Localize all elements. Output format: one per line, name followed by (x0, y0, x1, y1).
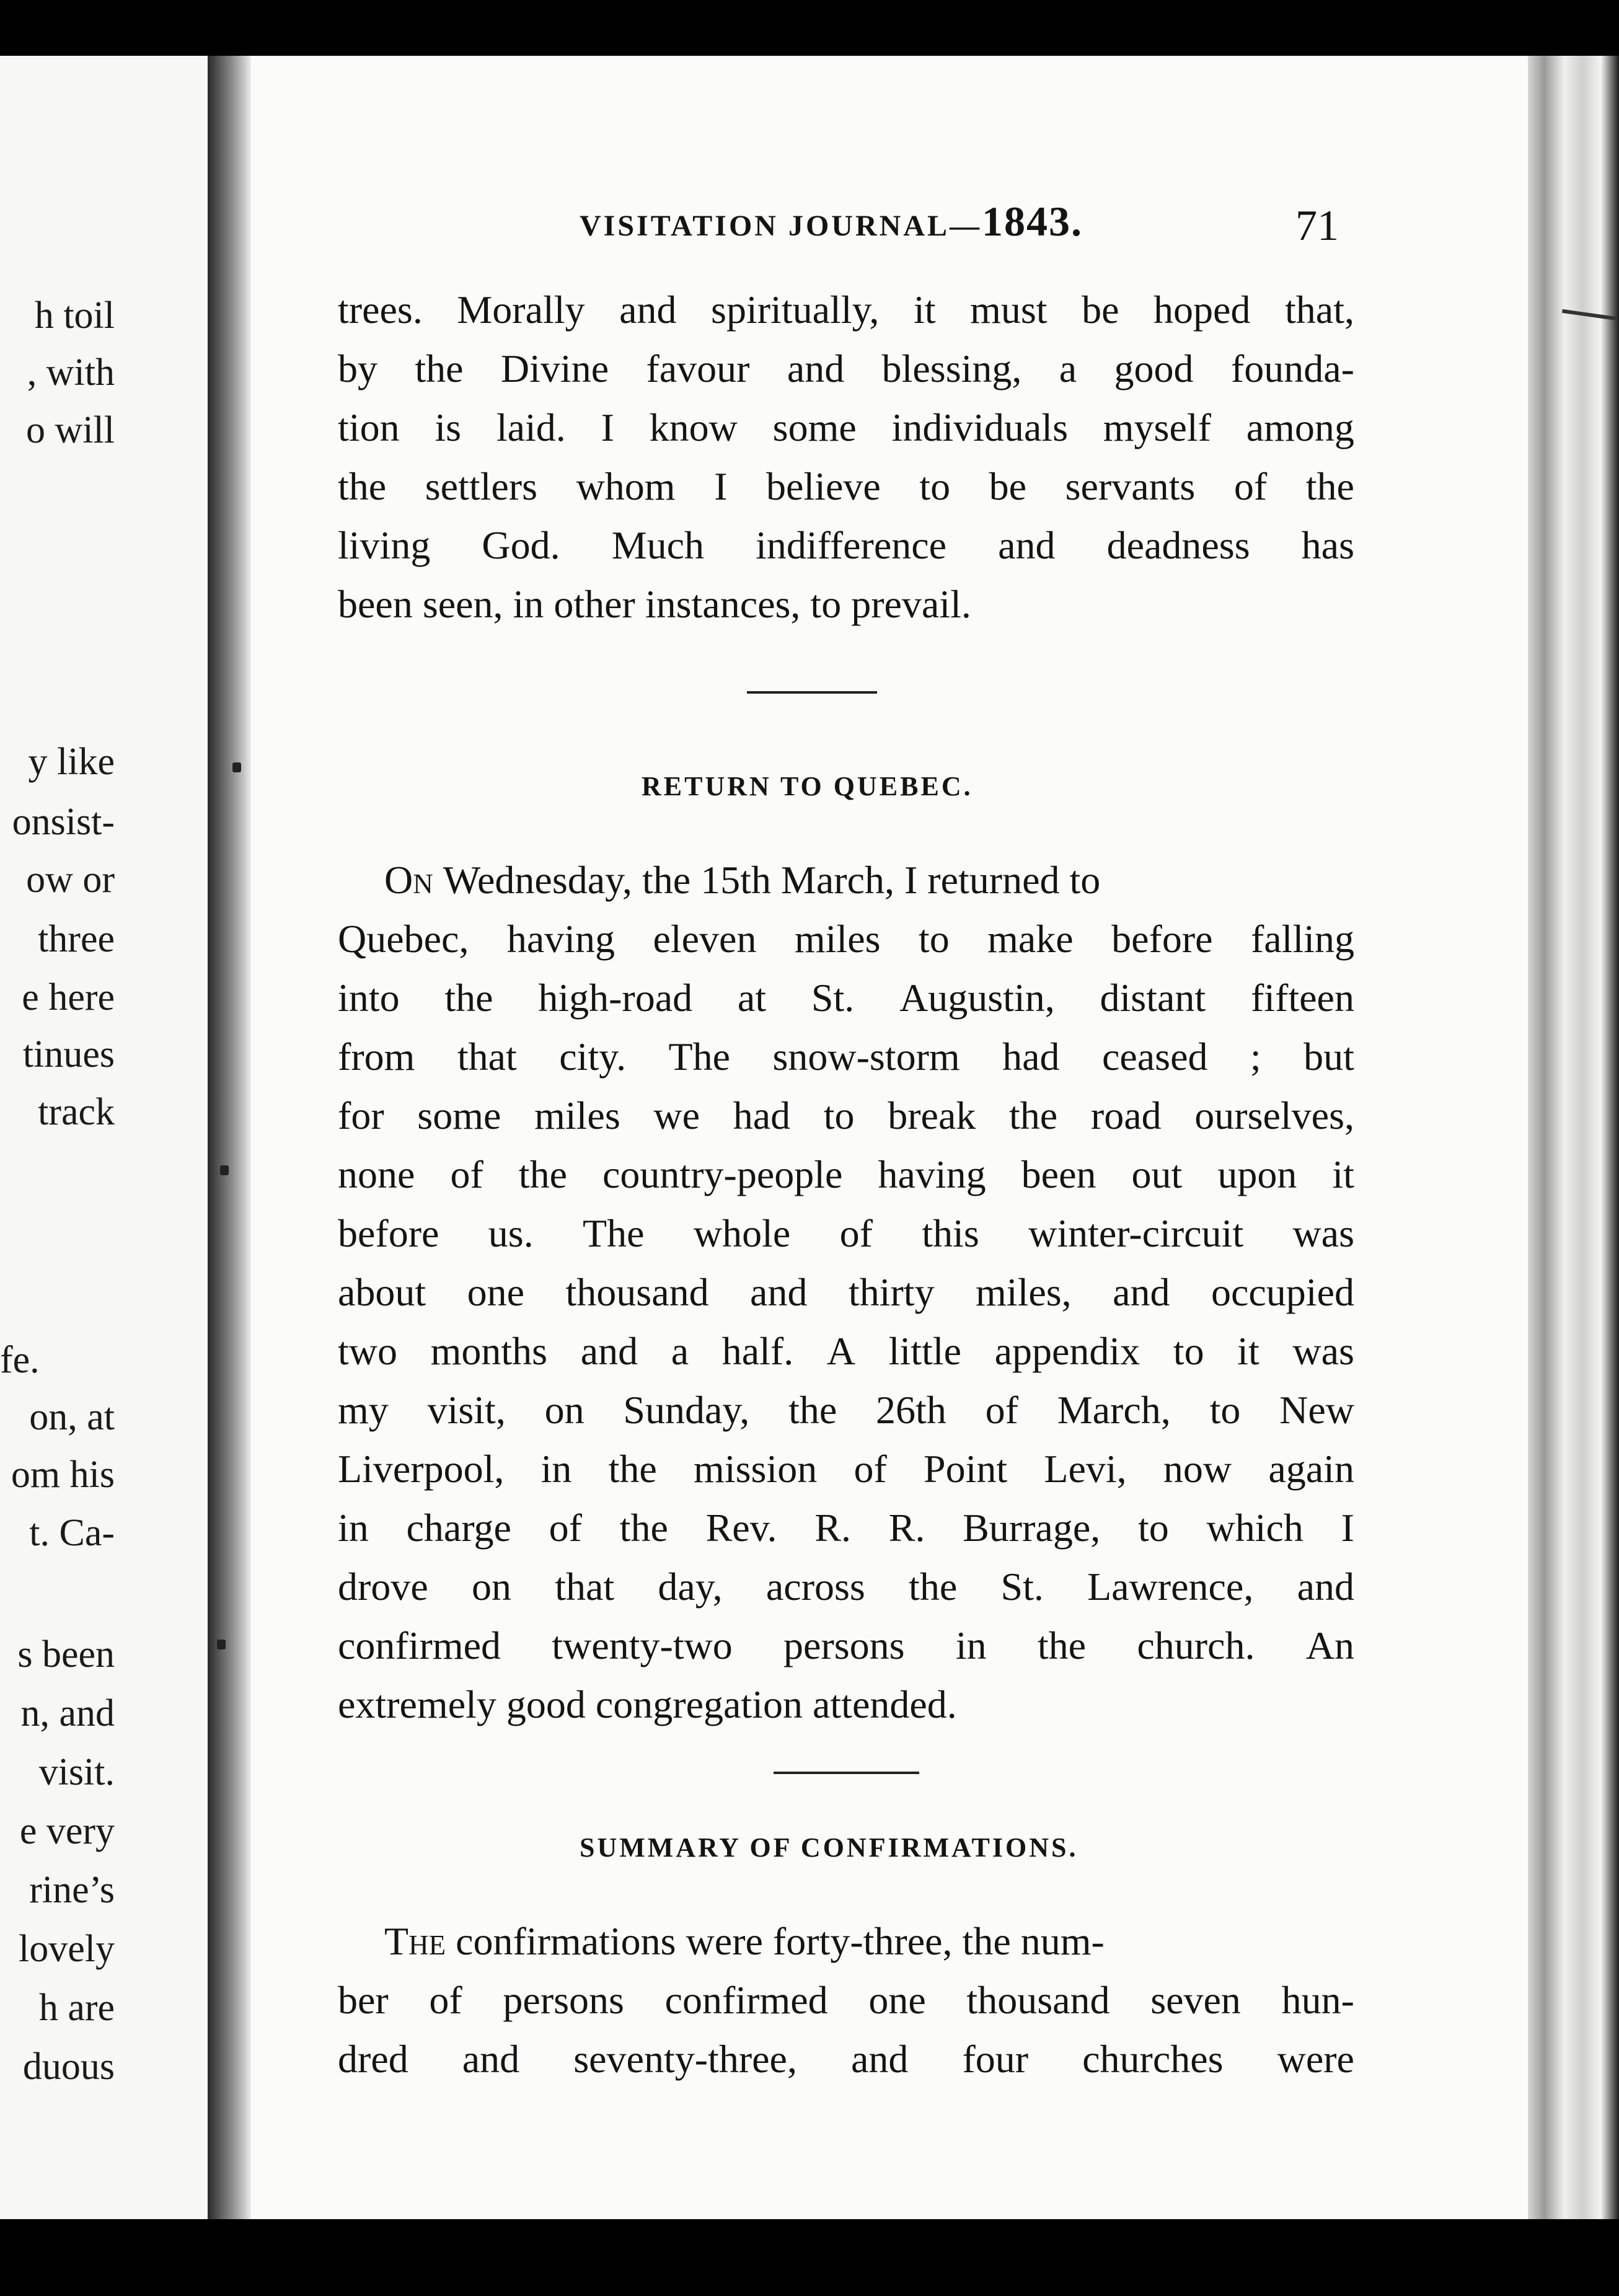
left-fragment: visit. (38, 1751, 115, 1793)
word: and (850, 2037, 909, 2081)
word: I (1341, 1506, 1354, 1550)
word: having (878, 1152, 986, 1196)
left-fragment: h toil (34, 294, 115, 337)
gutter-mark (217, 1640, 226, 1649)
word: I (601, 405, 614, 449)
word: Much (611, 523, 704, 567)
word: to (1137, 1506, 1169, 1550)
first-line-rest: confirmations were forty-three, the num- (456, 1919, 1105, 1963)
word: eleven (653, 917, 757, 961)
text-line (338, 1037, 1354, 1077)
word: now (1163, 1447, 1232, 1491)
word: individuals (891, 405, 1068, 449)
word: visit, (427, 1388, 506, 1432)
text-line (338, 1623, 1354, 1667)
word: one (467, 1270, 525, 1314)
word: R. (814, 1506, 851, 1550)
text-line (338, 405, 1354, 449)
word: in (955, 1623, 987, 1667)
word: that, (1285, 288, 1354, 332)
section-heading: RETURN TO QUEBEC. (642, 771, 973, 801)
word: break (888, 1093, 976, 1137)
gutter-mark (220, 1165, 229, 1175)
word: persons (503, 1978, 624, 2022)
line-text (384, 1919, 1105, 1963)
text-line (338, 523, 1354, 567)
word: that (457, 1035, 517, 1079)
word: persons (783, 1623, 905, 1667)
text-line (338, 1152, 1354, 1196)
word: in (540, 1447, 572, 1491)
word: snow-storm (772, 1035, 960, 1079)
word: is (435, 405, 462, 449)
word: Quebec, (338, 917, 469, 961)
left-fragment: h are (38, 1987, 115, 2029)
word: Divine (500, 347, 609, 391)
left-fragment: ow or (26, 859, 115, 901)
first-line-rest: Wednesday, the 15th March, I returned to (443, 858, 1101, 902)
text-line (338, 2039, 1354, 2079)
section-divider (774, 1772, 919, 1774)
word: I (714, 464, 728, 508)
word: about (338, 1270, 426, 1314)
word: and (1113, 1270, 1170, 1314)
word: drove (338, 1565, 428, 1609)
word: and (750, 1270, 808, 1314)
word: occupied (1211, 1270, 1354, 1314)
word: half. (721, 1329, 794, 1373)
word: Liverpool, (338, 1447, 505, 1491)
word: miles, (976, 1270, 1072, 1314)
left-fragment: e here (22, 976, 115, 1018)
word: ceased (1101, 1035, 1208, 1079)
text-line (338, 1919, 1354, 1963)
word: a (671, 1329, 689, 1373)
word: ourselves, (1194, 1093, 1354, 1137)
word: Burrage, (963, 1506, 1101, 1550)
word: upon (1217, 1152, 1297, 1196)
word: miles (534, 1093, 620, 1137)
word: The (583, 1211, 645, 1255)
drop-cap: On (384, 858, 433, 902)
word: church. (1137, 1623, 1255, 1667)
word: little (888, 1329, 961, 1373)
word: winter-circuit (1028, 1211, 1244, 1255)
word: before (1111, 917, 1213, 961)
word: twenty-two (552, 1623, 733, 1667)
word: the (909, 1565, 958, 1609)
word: having (506, 917, 615, 961)
word: was (1292, 1211, 1354, 1255)
left-fragment: three (38, 918, 115, 960)
word: must (970, 288, 1048, 332)
scan-top-border (0, 0, 1619, 59)
word: Morally (457, 288, 585, 332)
word: country-people (602, 1152, 843, 1196)
word: had (733, 1093, 791, 1137)
word: be (989, 464, 1027, 508)
word: of (1233, 464, 1268, 508)
text-line (338, 464, 1354, 508)
text-line (338, 290, 1354, 330)
word: some (772, 405, 857, 449)
left-fragment: e very (19, 1810, 115, 1852)
word: ; (1250, 1035, 1261, 1079)
word: the (619, 1506, 668, 1550)
text-line (338, 1331, 1354, 1371)
line-text (384, 860, 1100, 900)
word: day, (658, 1565, 723, 1609)
word: hun- (1281, 1978, 1354, 2022)
word: settlers (425, 464, 538, 508)
word: none (338, 1152, 415, 1196)
word: God. (482, 523, 560, 567)
left-fragment: s been (17, 1633, 115, 1676)
word: favour (646, 347, 750, 391)
word: was (1292, 1329, 1354, 1373)
word: in (338, 1506, 369, 1550)
word: on (471, 1565, 511, 1609)
word: two (338, 1329, 397, 1373)
word: the (1037, 1623, 1087, 1667)
word: St. (811, 976, 855, 1020)
word: that (555, 1565, 615, 1609)
word: it (1237, 1329, 1259, 1373)
page-number: 71 (1295, 202, 1339, 250)
left-fragment: on, at (29, 1396, 115, 1438)
word: charge (406, 1506, 511, 1550)
word: and (998, 523, 1056, 567)
word: out (1131, 1152, 1183, 1196)
word: the (1009, 1093, 1058, 1137)
word: one (868, 1978, 926, 2022)
word: months (430, 1329, 548, 1373)
word: dred (338, 2037, 408, 2081)
word: be (1082, 288, 1119, 332)
word: confirmed (338, 1623, 501, 1667)
text-line (338, 1567, 1354, 1607)
word: the (444, 976, 493, 1020)
text-line (338, 1449, 1354, 1489)
word: New (1279, 1388, 1354, 1432)
word: fifteen (1250, 976, 1354, 1020)
word: whom (576, 464, 676, 508)
left-fragment: track (38, 1091, 115, 1133)
word: The (668, 1035, 730, 1079)
word: good (1114, 347, 1194, 391)
word: on (544, 1388, 585, 1432)
word: Levi, (1044, 1447, 1127, 1491)
left-fragment: lovely (19, 1928, 115, 1970)
word: to (919, 464, 951, 508)
left-fragment: , with (27, 351, 115, 394)
word: tion (338, 405, 400, 449)
word: make (987, 917, 1074, 961)
word: of (549, 1506, 582, 1550)
book-gutter (208, 56, 251, 2222)
word: and (1297, 1565, 1354, 1609)
word: by (338, 347, 377, 391)
word: has (1301, 523, 1354, 567)
word: the (518, 1152, 567, 1196)
word: hoped (1154, 288, 1251, 332)
text-line (338, 1211, 1354, 1255)
text-line (338, 1093, 1354, 1137)
word: indifference (756, 523, 947, 567)
word: among (1246, 405, 1354, 449)
text-line (338, 1980, 1354, 2020)
word: blessing, (881, 347, 1022, 391)
word: high-road (538, 976, 693, 1020)
word: know (649, 405, 738, 449)
word: R. (888, 1506, 925, 1550)
word: the (1305, 464, 1354, 508)
word: churches (1082, 2037, 1224, 2081)
section-divider (747, 691, 877, 694)
word: believe (765, 464, 881, 508)
word: into (338, 976, 400, 1020)
word: the (608, 1447, 657, 1491)
word: seventy-three, (573, 2037, 797, 2081)
left-fragment: duous (22, 2046, 115, 2088)
word: my (338, 1388, 389, 1432)
left-fragment: tinues (22, 1033, 115, 1075)
word: us. (488, 1211, 534, 1255)
word: servants (1065, 464, 1196, 508)
word: distant (1100, 976, 1206, 1020)
running-head-year: 1843. (981, 198, 1083, 245)
word: miles (794, 917, 881, 961)
word: An (1305, 1623, 1354, 1667)
word: again (1268, 1447, 1354, 1491)
word: a (1059, 347, 1077, 391)
word: of (985, 1388, 1018, 1432)
word: this (922, 1211, 979, 1255)
previous-page (0, 56, 208, 2222)
word: of (854, 1447, 887, 1491)
word: and (580, 1329, 638, 1373)
word: thousand (966, 1978, 1110, 2022)
left-fragment: rine’s (29, 1869, 115, 1911)
word: and (787, 347, 845, 391)
word: to (918, 917, 950, 961)
text-line (338, 1682, 1354, 1726)
text-line (338, 349, 1354, 389)
word: appendix (994, 1329, 1140, 1373)
word: for (338, 1093, 384, 1137)
word: the (338, 464, 387, 508)
left-fragment: t. Ca- (29, 1512, 115, 1554)
text-line (338, 1390, 1354, 1430)
scan-bottom-border (0, 2219, 1619, 2296)
word: it (1332, 1152, 1354, 1196)
text-line (338, 919, 1354, 959)
word: city. (559, 1035, 627, 1079)
word: living (338, 523, 431, 567)
text-line (338, 978, 1354, 1018)
word: from (338, 1035, 415, 1079)
word: deadness (1106, 523, 1250, 567)
word: at (737, 976, 767, 1020)
word: thirty (848, 1270, 935, 1314)
left-fragment: o will (26, 409, 115, 451)
word: thousand (565, 1270, 709, 1314)
running-head-title: VISITATION JOURNAL— (580, 210, 982, 242)
word: it (913, 288, 936, 332)
word: Rev. (705, 1506, 777, 1550)
word: of (839, 1211, 873, 1255)
drop-cap: The (384, 1919, 446, 1963)
word: St. (1000, 1565, 1044, 1609)
left-fragment: onsist- (12, 801, 115, 843)
word: Sunday, (623, 1388, 750, 1432)
word: Augustin, (899, 976, 1055, 1020)
text-line (338, 1508, 1354, 1548)
word: trees. (338, 288, 423, 332)
word: falling (1250, 917, 1354, 961)
word: March, (1057, 1388, 1171, 1432)
word: A (826, 1329, 856, 1373)
running-head (580, 197, 1083, 246)
left-fragment: fe. (0, 1339, 40, 1381)
line-text: extremely good congregation attended. (338, 1682, 957, 1726)
word: to (1173, 1329, 1204, 1373)
word: 26th (876, 1388, 946, 1432)
word: Lawrence, (1087, 1565, 1254, 1609)
section-heading: SUMMARY OF CONFIRMATIONS. (580, 1832, 1079, 1863)
left-fragment: om his (11, 1454, 115, 1496)
word: the (415, 347, 464, 391)
word: laid. (496, 405, 566, 449)
word: of (450, 1152, 483, 1196)
word: confirmed (664, 1978, 828, 2022)
word: Point (923, 1447, 1008, 1491)
word: the (788, 1388, 837, 1432)
word: mission (694, 1447, 818, 1491)
text-line (338, 582, 1354, 626)
word: ber (338, 1978, 389, 2022)
word: four (962, 2037, 1029, 2081)
word: been (1021, 1152, 1096, 1196)
word: we (653, 1093, 700, 1137)
text-line (338, 860, 1354, 900)
gutter-mark (232, 762, 241, 772)
word: whole (693, 1211, 791, 1255)
word: some (417, 1093, 501, 1137)
word: road (1090, 1093, 1162, 1137)
word: and (619, 288, 677, 332)
word: to (1209, 1388, 1241, 1432)
word: founda- (1230, 347, 1354, 391)
word: across (765, 1565, 865, 1609)
text-line (338, 1270, 1354, 1314)
page-edge (1528, 56, 1619, 2222)
word: seven (1150, 1978, 1241, 2022)
left-fragment: y like (28, 741, 115, 783)
word: myself (1103, 405, 1211, 449)
word: but (1304, 1035, 1354, 1079)
word: spiritually, (711, 288, 880, 332)
word: were (1277, 2037, 1354, 2081)
word: to (823, 1093, 855, 1137)
left-fragment: n, and (20, 1692, 115, 1734)
word: of (429, 1978, 462, 2022)
word: which (1206, 1506, 1304, 1550)
word: before (338, 1211, 439, 1255)
word: had (1002, 1035, 1060, 1079)
line-text: been seen, in other instances, to prevail. (338, 582, 971, 626)
word: and (462, 2037, 520, 2081)
